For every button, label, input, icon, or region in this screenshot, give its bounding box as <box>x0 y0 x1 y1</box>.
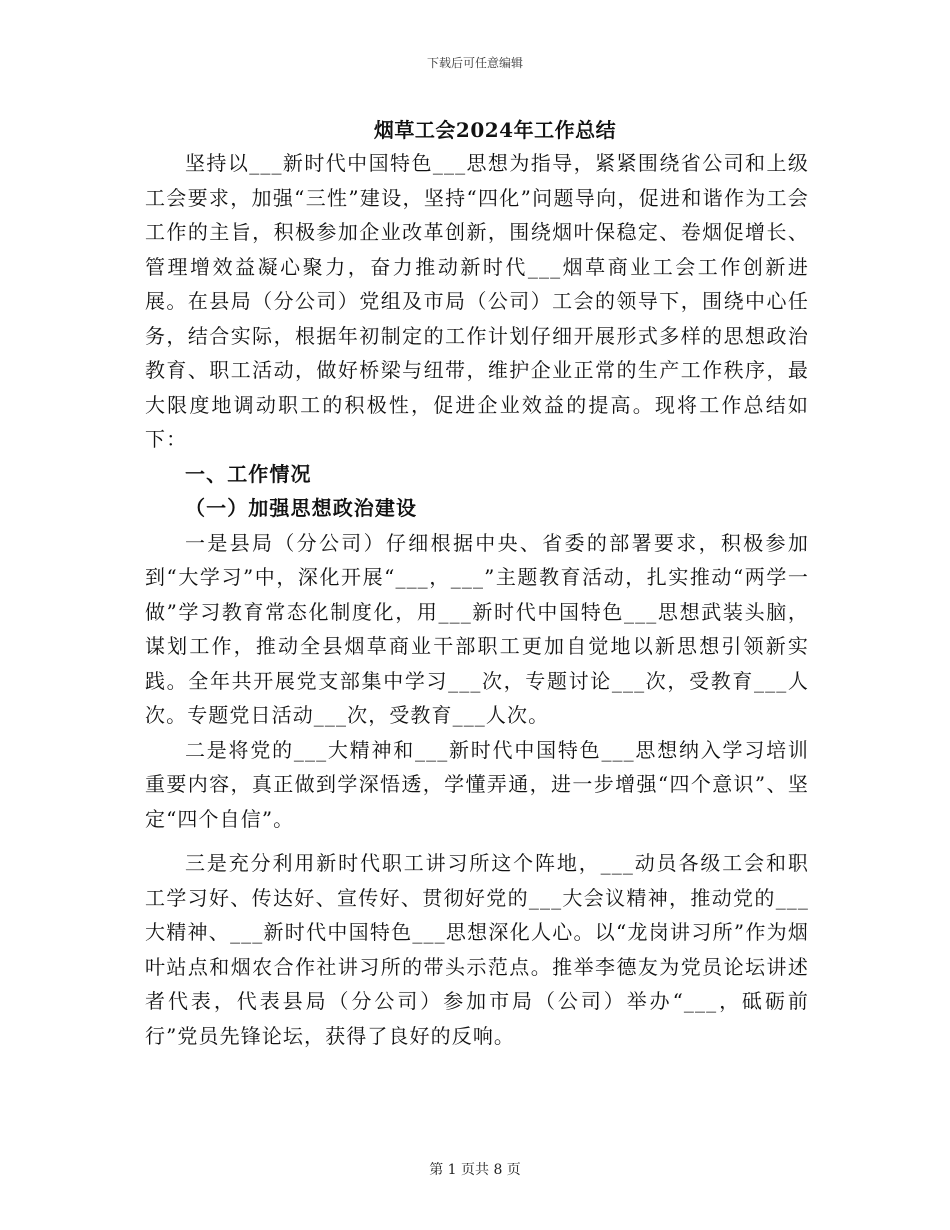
document-title: 烟草工会2024年工作总结 <box>373 118 617 142</box>
body-paragraph-1: 一是县局（分公司）仔细根据中央、省委的部署要求，积极参加到“大学习”中，深化开展“___，___”主题教育活动，扎实推动“两学一做”学习教育常态化制度化，用___新时代中国特色___思想武装头脑，谋划工作，推动全县烟草商业干部职工更加自觉地以新思想引领新实践。全年共开展党支部集中学习___次，专题讨论___次，受教育___人次。专题党日活动___次，受教育___人次。 <box>145 530 809 727</box>
intro-paragraph: 坚持以___新时代中国特色___思想为指导，紧紧围绕省公司和上级工会要求，加强“三性”建设，坚持“四化”问题导向，促进和谐作为工会工作的主旨，积极参加企业改革创新，围绕烟叶保稳定、卷烟促增长、管理增效益凝心聚力，奋力推动新时代___烟草商业工会工作创新进展。在县局（分公司）党组及市局（公司）工会的领导下，围绕中心任务，结合实际，根据年初制定的工作计划仔细开展形式多样的思想政治教育、职工活动，做好桥梁与纽带，维护企业正常的生产工作秩序，最大限度地调动职工的积极性，促进企业效益的提高。现将工作总结如下： <box>145 151 809 451</box>
document-body <box>145 146 809 1053</box>
body-paragraph-2: 二是将党的___大精神和___新时代中国特色___思想纳入学习培训重要内容，真正做到学深悟透，学懂弄通，进一步增强“四个意识”、坚定“四个自信”。 <box>145 737 809 831</box>
page-footer: 第 1 页共 8 页 <box>429 1162 521 1178</box>
body-paragraph-3: 三是充分利用新时代职工讲习所这个阵地，___动员各级工会和职工学习好、传达好、宣传好、贯彻好党的___大会议精神，推动党的___大精神、___新时代中国特色___思想深化人心。以“龙岗讲习所”作为烟叶站点和烟农合作社讲习所的带头示范点。推举李德友为党员论坛讲述者代表，代表县局（分公司）参加市局（公司）举办“___，砥砺前行”党员先锋论坛，获得了良好的反响。 <box>145 851 809 1048</box>
section-heading: 一、工作情况 <box>185 461 312 486</box>
header-note: 下载后可任意编辑 <box>426 56 523 70</box>
subsection-heading: （一）加强思想政治建设 <box>185 496 418 520</box>
